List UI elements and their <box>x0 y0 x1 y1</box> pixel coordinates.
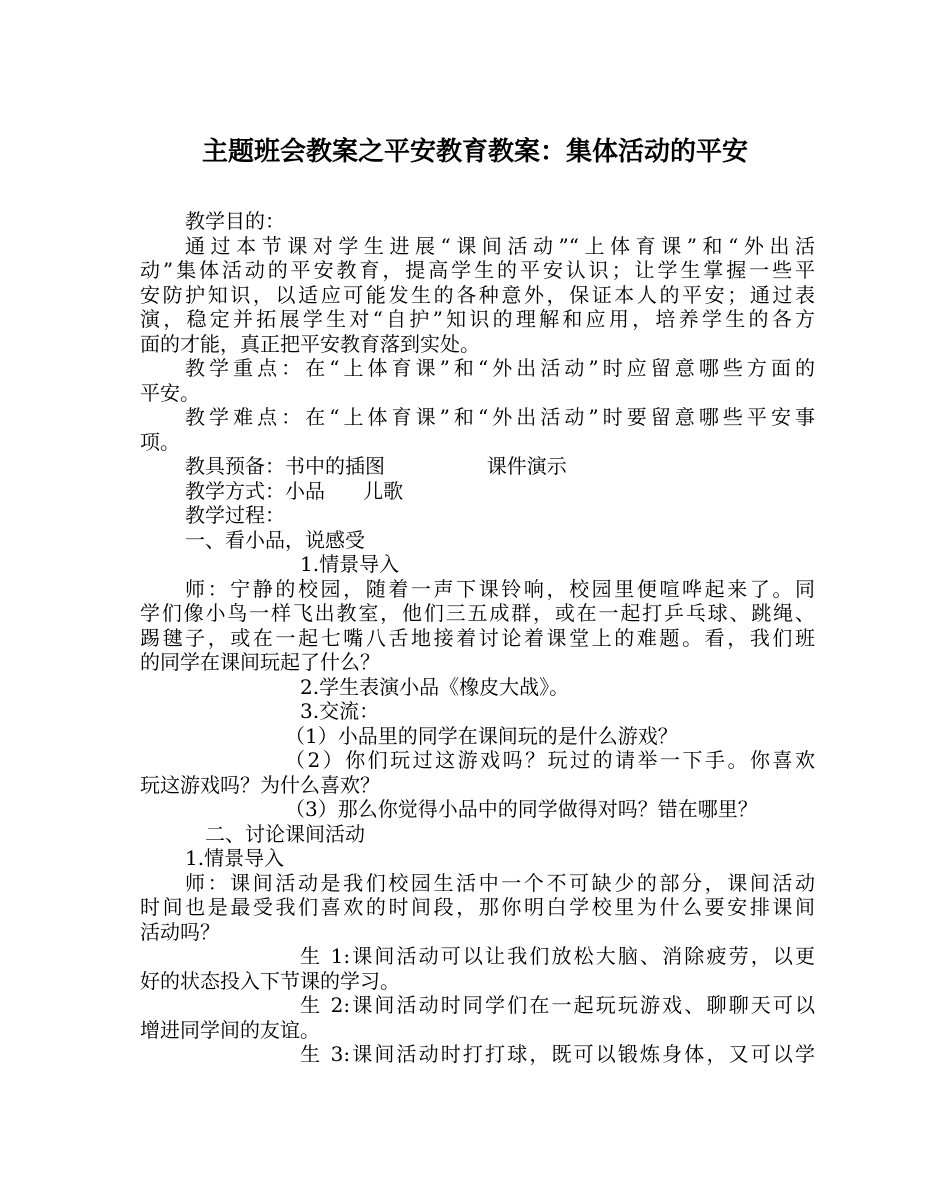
text-line: 项。 <box>140 429 180 454</box>
text-line: 通过本节课对学生进展“课间活动”“上体育课”和“外出活 <box>185 233 815 258</box>
text-line: 动”集体活动的平安教育，提高学生的平安认识；让学生掌握一些平 <box>140 258 815 282</box>
text-line: 教学重点：在“上体育课”和“外出活动”时应留意哪些方面的 <box>185 356 815 380</box>
text-line: 的同学在课间玩起了什么？ <box>140 650 380 674</box>
text-line: （2）你们玩过这游戏吗？玩过的请举一下手。你喜欢 <box>285 748 815 772</box>
text-line: 生 3:课间活动时打打球，既可以锻炼身体，又可以学 <box>300 1042 815 1066</box>
text-line: 师：宁静的校园，随着一声下课铃响，校园里便喧哗起来了。同 <box>185 576 815 601</box>
text-line: 安防护知识，以适应可能发生的各种意外，保证本人的平安；通过表 <box>140 282 815 307</box>
document-body <box>140 209 815 1067</box>
text-line: 学们像小鸟一样飞出教室，他们三五成群，或在一起打乒乓球、跳绳、 <box>140 601 815 625</box>
text-line: 师：课间活动是我们校园生活中一个不可缺少的部分，课间活动 <box>185 870 815 895</box>
text-line: 教学难点：在“上体育课”和“外出活动”时要留意哪些平安事 <box>185 405 815 429</box>
text-line: 生 1:课间活动可以让我们放松大脑、消除疲劳，以更 <box>300 944 815 968</box>
text-line: 增进同学间的友谊。 <box>140 1017 320 1042</box>
text-line: 好的状态投入下节课的学习。 <box>140 968 400 993</box>
text-line: 教学过程： <box>185 503 285 527</box>
text-line: 二、讨论课间活动 <box>205 821 365 846</box>
text-line: （1）小品里的同学在课间玩的是什么游戏？ <box>285 723 678 748</box>
text-line: 玩这游戏吗？为什么喜欢？ <box>140 772 380 797</box>
text-line: 教具预备：书中的插图 课件演示 <box>185 454 567 478</box>
text-line: 教学目的： <box>185 209 285 233</box>
text-line: 2.学生表演小品《橡皮大战》。 <box>300 674 570 699</box>
text-line: 教学方式：小品 儿歌 <box>185 478 404 503</box>
text-line: 活动吗？ <box>140 919 220 944</box>
text-line: 生 2:课间活动时同学们在一起玩玩游戏、聊聊天可以 <box>300 993 815 1017</box>
text-line: 一、看小品，说感受 <box>185 527 365 552</box>
text-line: 演，稳定并拓展学生对“自护”知识的理解和应用，培养学生的各方 <box>140 307 815 331</box>
text-line: 平安。 <box>140 380 200 405</box>
text-line: 面的才能，真正把平安教育落到实处。 <box>140 331 480 356</box>
text-line: （3）那么你觉得小品中的同学做得对吗？错在哪里？ <box>285 797 758 821</box>
text-line: 时间也是最受我们喜欢的时间段，那你明白学校里为什么要安排课间 <box>140 895 815 919</box>
text-line: 3.交流： <box>300 699 380 723</box>
document-title: 主题班会教案之平安教育教案：集体活动的平安 <box>201 137 748 167</box>
text-line: 1.情景导入 <box>185 846 285 870</box>
text-line: 踢毽子，或在一起七嘴八舌地接着讨论着课堂上的难题。看，我们班 <box>140 625 815 650</box>
text-line: 1.情景导入 <box>300 552 400 576</box>
